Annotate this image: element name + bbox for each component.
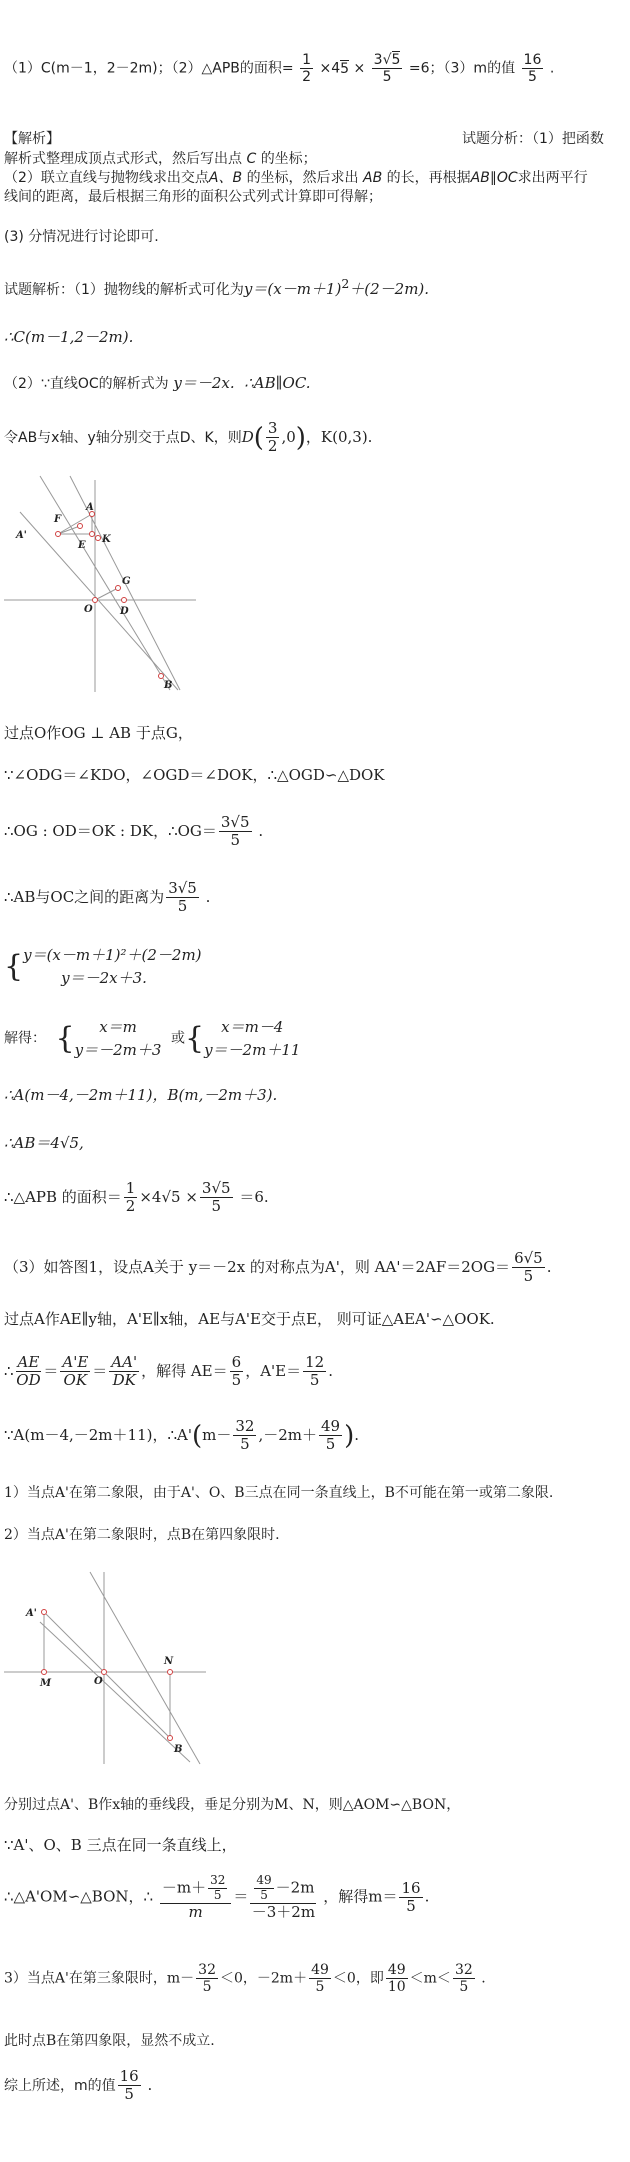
- fig2-point-n: [168, 1670, 173, 1675]
- sol-conclusion: 综上所述，m的值 $\frac{16}{5}$ .: [4, 2067, 153, 2104]
- fig2-point-o: [102, 1670, 107, 1675]
- fig1-point-f: [78, 524, 83, 529]
- answer-fraction: $\frac{3√5}{5}$: [373, 52, 401, 86]
- sol-part3-intro: （3）如答图1，设点A关于 y＝－2x 的对称点为A'，则 AA'＝2AF＝2OG＝ $\frac{6√5}{5}$ .: [4, 1249, 552, 1286]
- sol-point-c: ∴C(m－1,2－2m).: [4, 328, 134, 346]
- answer-result: =6；（3）m的值: [408, 60, 516, 77]
- sol-case2: 2）当点A'在第二象限时，点B在第四象限时.: [4, 1527, 280, 1543]
- figure-2: [0, 1568, 210, 1768]
- sol-system: { y＝(x－m＋1)²＋(2－2m) y＝－2x＋3.: [4, 946, 202, 987]
- answer-x4: ×4: [319, 60, 341, 77]
- sol-og-value: ∴OG : OD＝OK : DK，∴OG＝ $\frac{3√5}{5}$ .: [4, 813, 264, 850]
- fig2-label-o: O: [94, 1676, 103, 1687]
- answer-part1: （1）C(m－1，2－2m)；（2）: [4, 60, 202, 77]
- sol-equation: ∴△A'OM∽△BON，∴ －m＋ $\frac{32}{5}$ m ＝ $\frac{49}{5}$ －2m －3＋2m ，解得m＝ $\frac{16}{5}$ .: [4, 1873, 430, 1921]
- fig1-label-k: K: [102, 534, 111, 545]
- fig2-label-ap: A': [26, 1608, 37, 1619]
- sol-collinear: ∵A'、O、B 三点在同一条直线上，: [4, 1836, 237, 1854]
- sol-case1: 1）当点A'在第二象限，由于A'、O、B三点在同一条直线上，B不可能在第一或第二象限.: [4, 1485, 554, 1501]
- fig2-label-b: B: [174, 1744, 183, 1755]
- sol-og-perp: 过点O作OG ⊥ AB 于点G，: [4, 724, 193, 742]
- sol-solutions: 解得： { x＝m y＝－2m＋3 或{ x＝m－4 y＝－2m＋11: [4, 1018, 301, 1059]
- answer-half: $\frac{1}{2}$: [302, 52, 312, 86]
- fig1-label-a: A: [86, 502, 94, 513]
- answer-m-value: $\frac{16}{5}$: [523, 52, 542, 86]
- fig1-label-d: D: [120, 606, 129, 617]
- fig1-point-b: [159, 674, 164, 679]
- fig1-label-ap: A': [16, 530, 27, 541]
- answer-times: ×: [353, 60, 366, 77]
- sol-ae-construction: 过点A作AE∥y轴，A'E∥x轴，AE与A'E交于点E， 则可证△AEA'∽△OOK.: [4, 1310, 495, 1328]
- fig1-point-ap: [56, 532, 61, 537]
- sol-case3-note: 此时点B在第四象限，显然不成立.: [4, 2033, 215, 2049]
- analysis-line3: 线间的距离，最后根据三角形的面积公式列式计算即可得解；: [4, 189, 382, 205]
- sol-perpendiculars: 分别过点A'、B作x轴的垂线段，垂足分别为M、N，则△AOM∽△BON，: [4, 1797, 461, 1813]
- fig1-point-k: [96, 536, 101, 541]
- fig1-label-g: G: [122, 576, 131, 587]
- sol-points-dk: 令AB与x轴、y轴分别交于点D、K，则D( $\frac{3}{2}$ ,0)，K(0,3).: [4, 419, 373, 456]
- sol-line-oc: （2）∵直线OC的解析式为 y＝－2x. ∴AB∥OC.: [4, 374, 311, 392]
- analysis-heading: 【解析】: [4, 131, 60, 147]
- fig1-label-f: F: [54, 514, 62, 525]
- fig2-point-m: [42, 1670, 47, 1675]
- fig2-line-1: [90, 1572, 200, 1764]
- answer-dot: .: [549, 60, 555, 77]
- fig2-line-2: [44, 1612, 170, 1738]
- answer-line: [4, 52, 554, 85]
- fig2-label-n: N: [164, 1656, 174, 1667]
- analysis-line2: （2）联立直线与抛物线求出交点A、B 的坐标，然后求出 AB 的长，再根据AB∥OC求出两平行: [4, 170, 588, 186]
- analysis-side: 试题分析：（1）把函数: [462, 131, 604, 147]
- sol-similar: ∵∠ODG＝∠KDO，∠OGD＝∠DOK，∴△OGD∽△DOK: [4, 766, 385, 784]
- sol-ab-length: ∴AB＝4√5,: [4, 1134, 84, 1152]
- fig2-line-aob: [40, 1622, 190, 1762]
- answer-eq: =: [281, 60, 294, 77]
- answer-triangle: △APB的面积: [201, 60, 282, 77]
- fig1-label-e: E: [78, 540, 86, 551]
- fig1-label-b: B: [164, 680, 173, 691]
- fig1-point-d: [122, 598, 127, 603]
- sol-point-ap: ∵A(m－4,－2m＋11)，∴A'(m－ $\frac{32}{5}$ ,－2m＋ $\frac{49}{5}$ ).: [4, 1417, 360, 1454]
- sol-distance: ∴AB与OC之间的距离为 $\frac{3√5}{5}$ .: [4, 879, 211, 916]
- fig2-point-b: [168, 1736, 173, 1741]
- fig1-point-o: [93, 598, 98, 603]
- analysis-line1: 解析式整理成顶点式形式，然后写出点 C 的坐标；: [4, 151, 317, 167]
- sol-ratio: ∴ $\frac{AE}{OD}$ ＝ $\frac{A'E}{OK}$ ＝ $\frac{AA'}{DK}$ ，解得 AE＝ $\frac{6}{5}$ ，A'E＝ $\frac{12}{5}$ .: [4, 1353, 333, 1390]
- sol-step1: 试题解析：（1）抛物线的解析式可化为$y=(x-m+1)^2+(2-2m)$.: [4, 276, 430, 298]
- fig1-line-ab: [40, 476, 173, 691]
- fig1-segment-aap: [58, 514, 92, 534]
- fig1-point-e: [90, 532, 95, 537]
- sol-case3: 3）当点A'在第三象限时，m－ $\frac{32}{5}$ ＜0，－2m＋ $\frac{49}{5}$ ＜0，即 $\frac{49}{10}$ ＜m＜ $\frac{32}{5}$ .: [4, 1962, 486, 1996]
- answer-root5: 5: [340, 60, 350, 77]
- fig1-label-o: O: [84, 604, 93, 615]
- fig2-point-ap: [42, 1610, 47, 1615]
- sol-area: ∴△APB 的面积＝ $\frac{1}{2}$ ×4√5 × $\frac{3√5}{5}$ ＝6.: [4, 1179, 269, 1216]
- analysis-line4: (3) 分情况进行讨论即可.: [4, 229, 159, 245]
- sol-points-ab: ∴A(m－4,－2m＋11)，B(m,－2m＋3).: [4, 1086, 278, 1104]
- fig2-label-m: M: [40, 1678, 52, 1689]
- figure-1: [0, 466, 200, 696]
- fig1-point-g: [116, 586, 121, 591]
